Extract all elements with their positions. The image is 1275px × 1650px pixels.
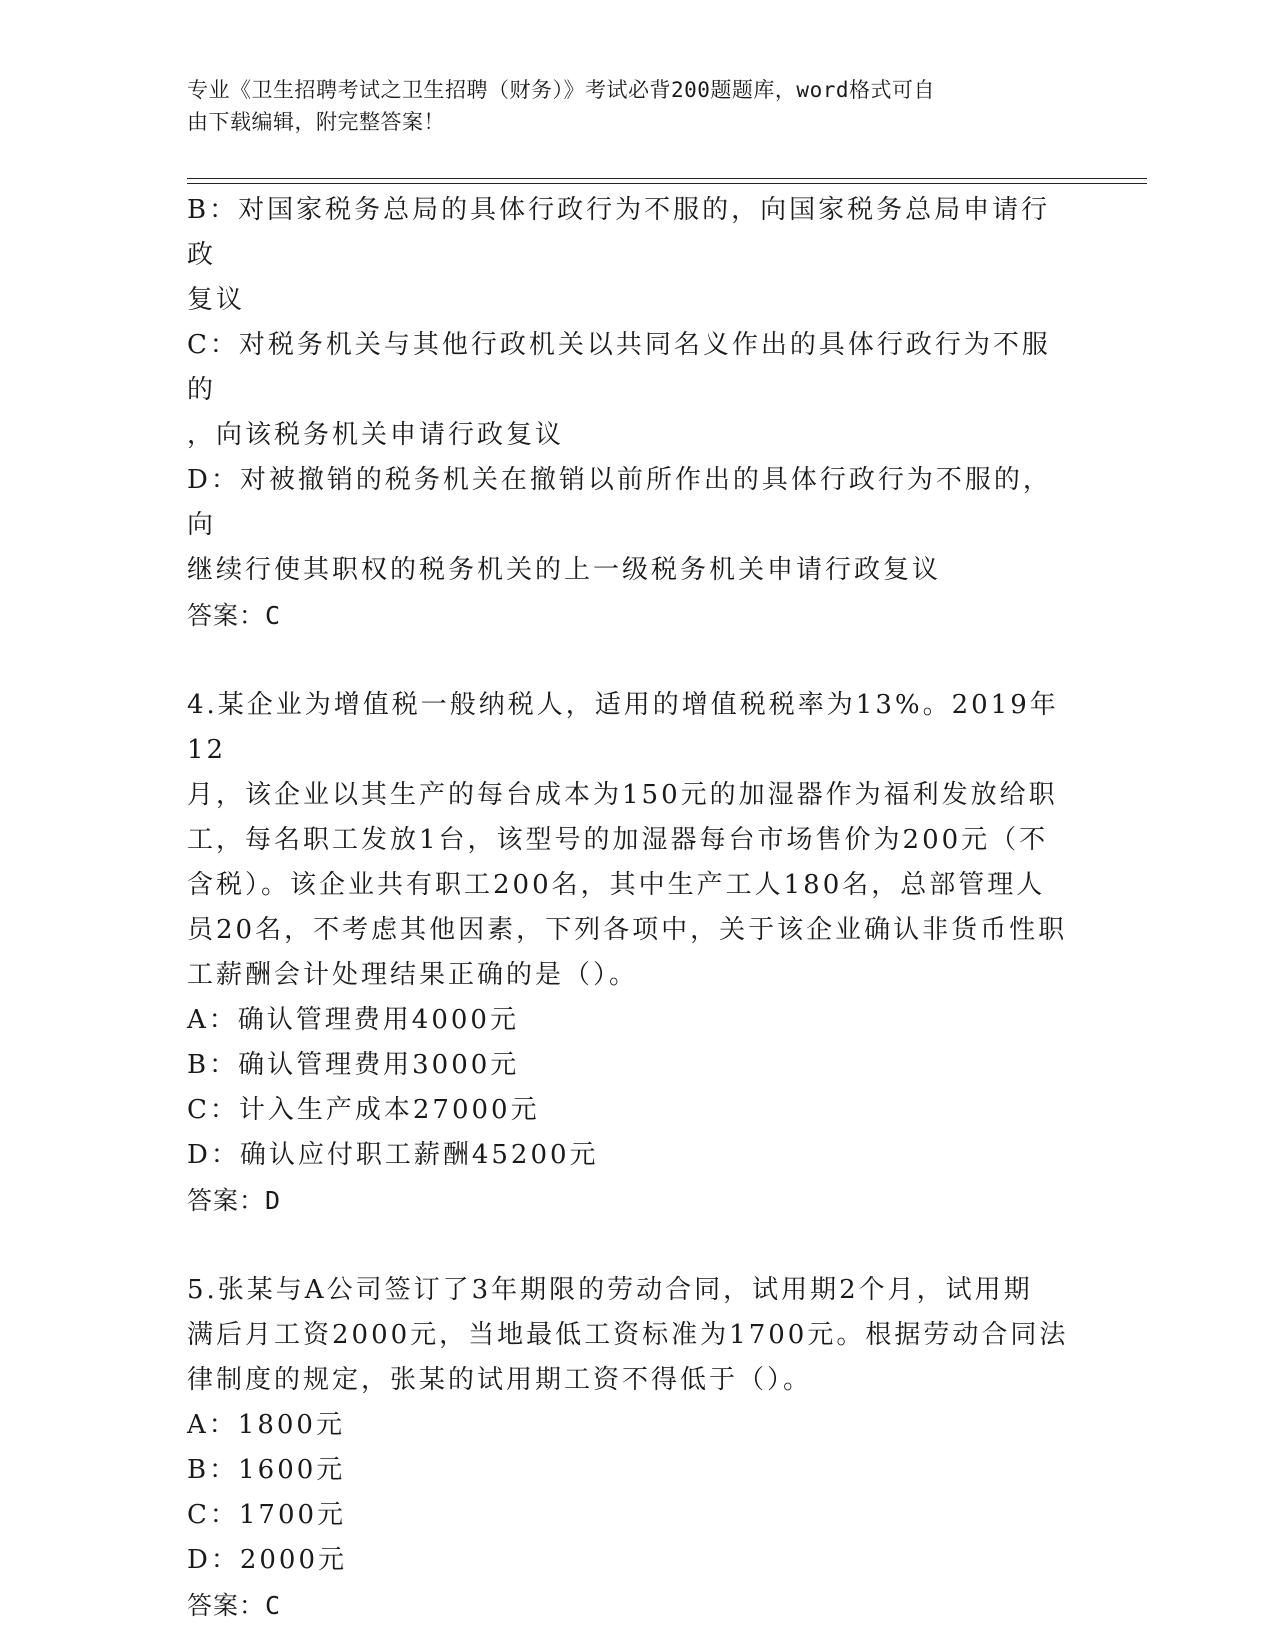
question-5-option-b: B：1600元 <box>187 1455 346 1485</box>
question-5-option-c: C：1700元 <box>187 1500 347 1530</box>
question-5 <box>187 1268 1077 1628</box>
question-3-options <box>187 188 1077 638</box>
question-4-stem-line-1: 4.某企业为增值税一般纳税人，适用的增值税税率为13%。2019年12 <box>187 690 1059 765</box>
header-line-1: 专业《卫生招聘考试之卫生招聘（财务）》考试必背200题题库，word格式可自 <box>187 78 935 102</box>
question-5-answer: 答案：C <box>187 1591 282 1620</box>
question-4-answer: 答案：D <box>187 1186 282 1215</box>
header-line-2: 由下载编辑，附完整答案！ <box>187 110 445 134</box>
question-5-stem-line-2: 满后月工资2000元，当地最低工资标准为1700元。根据劳动合同法 <box>187 1320 1069 1350</box>
document-body <box>187 188 1077 1628</box>
question-4-stem-line-3: 工，每名职工发放1台，该型号的加湿器每台市场售价为200元（不 <box>187 825 1049 855</box>
question-4-option-c: C：计入生产成本27000元 <box>187 1095 540 1125</box>
question-4-stem-line-4: 含税）。该企业共有职工200名，其中生产工人180名，总部管理人 <box>187 870 1046 900</box>
option-d-line-2: 继续行使其职权的税务机关的上一级税务机关申请行政复议 <box>187 555 942 585</box>
option-c-line-1: C：对税务机关与其他行政机关以共同名义作出的具体行政行为不服的 <box>187 330 1051 405</box>
question-4-stem-line-6: 工薪酬会计处理结果正确的是（）。 <box>187 960 639 990</box>
question-5-stem-line-3: 律制度的规定，张某的试用期工资不得低于（）。 <box>187 1365 813 1395</box>
option-d-line-1: D：对被撤销的税务机关在撤销以前所作出的具体行政行为不服的，向 <box>187 465 1052 540</box>
spacer <box>187 638 1077 683</box>
question-4-stem-line-2: 月，该企业以其生产的每台成本为150元的加湿器作为福利发放给职 <box>187 780 1058 810</box>
header-divider <box>187 178 1147 179</box>
header-divider-thin <box>187 183 1147 184</box>
question-5-option-a: A：1800元 <box>187 1410 345 1440</box>
document-header <box>187 74 1087 138</box>
option-b-line-2: 复议 <box>187 285 246 315</box>
question-4-option-a: A：确认管理费用4000元 <box>187 1005 519 1035</box>
spacer <box>187 1223 1077 1268</box>
question-4-option-b: B：确认管理费用3000元 <box>187 1050 520 1080</box>
option-c-line-2: ，向该税务机关申请行政复议 <box>187 420 565 450</box>
option-b-line-1: B：对国家税务总局的具体行政行为不服的，向国家税务总局申请行政 <box>187 195 1051 270</box>
question-5-option-d: D：2000元 <box>187 1545 348 1575</box>
question-3-answer: 答案：C <box>187 601 282 630</box>
question-4-stem-line-5: 员20名，不考虑其他因素，下列各项中，关于该企业确认非货币性职 <box>187 915 1068 945</box>
question-4-option-d: D：确认应付职工薪酬45200元 <box>187 1140 599 1170</box>
question-5-stem-line-1: 5.张某与A公司签订了3年期限的劳动合同，试用期2个月，试用期 <box>187 1275 1033 1305</box>
question-4 <box>187 683 1077 1223</box>
